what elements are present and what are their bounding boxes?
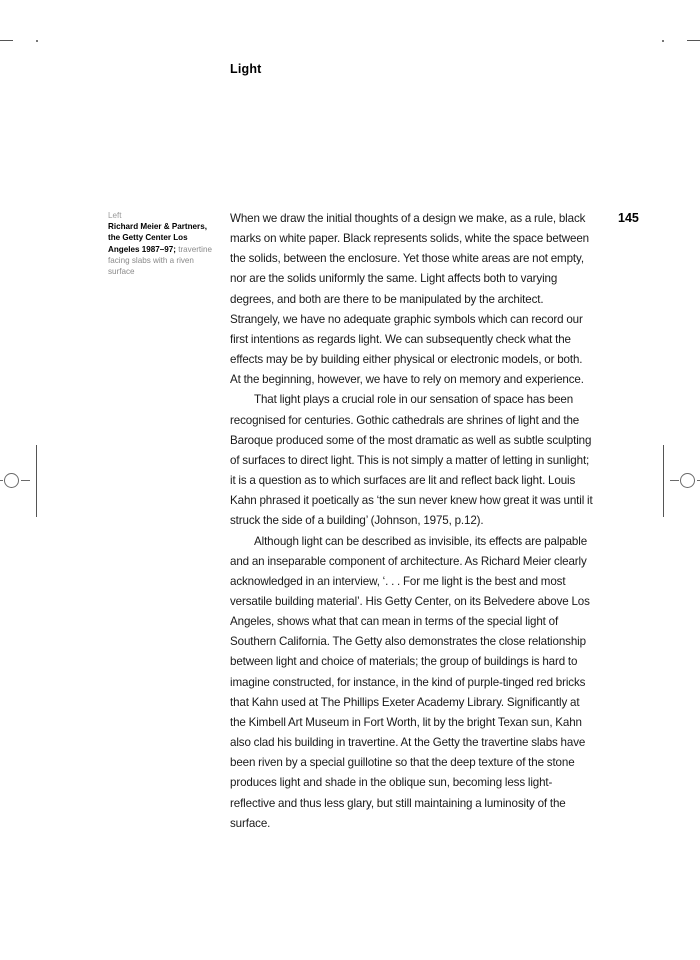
crop-tick-top-left: [36, 40, 38, 42]
body-paragraph: That light plays a crucial role in our sensation of space has been recognised for centuries. Gothic cathedrals are shrines of light and the Baroque produced some of the most dramatic as well as subtle sculpting of surfaces to direct light. This is not simply a matter of letting in sunlight; it is a question as to which surfaces are lit and reflect back light. Louis Kahn phrased it poetically as ‘the sun never knew how great it was until it struck the side of a building’ (Johnson, 1975, p.12).: [230, 393, 593, 528]
registration-bar-left-icon: [670, 480, 679, 481]
caption-description: travertine facing slabs with a riven surface: [108, 244, 212, 277]
figure-caption: [108, 210, 220, 277]
registration-ring-icon: [4, 473, 19, 488]
crop-tick-top-right: [662, 40, 664, 42]
body-paragraph: Although light can be described as invisible, its effects are palpable and an inseparable component of architecture. As Richard Meier clearly acknowledged in an interview, ‘. . . For me light is the best and most versatile building material’. His Getty Center, on its Belvedere above Los Angeles, shows what that can mean in terms of the special light of Southern California. The Getty also demonstrates the close relationship between light and choice of materials; the group of buildings is hard to imagine constructed, for instance, in the kind of purple-tinged red bricks that Kahn used at The Phillips Exeter Academy Library. Significantly at the Kimbell Art Museum in Fort Worth, lit by the bright Texan sun, Kahn also clad his building in travertine. At the Getty the travertine slabs have been riven by a special guillotine so that the deep texture of the stone produces light and shade in the oblique sun, becoming less light-reflective and thus less glary, but still maintaining a luminosity of the surface.: [230, 534, 590, 830]
crop-mark-top-left: [0, 40, 13, 41]
section-title: Light: [230, 62, 262, 76]
body-paragraph: When we draw the initial thoughts of a design we make, as a rule, black marks on white paper. Black represents solids, white the space between the solids, between the enclosure. Yet those white areas are not empty, nor are the solids uniformly the same. Light affects both to varying degrees, and both are there to be manipulated by the architect. Strangely, we have no adequate graphic symbols which can record our first intentions as regards light. We can subsequently check what the effects may be by building either physical or electronic models, or both. At the beginning, however, we have to rely on memory and experience.: [230, 212, 590, 387]
body-text-column: [230, 209, 595, 834]
registration-bar-right-icon: [21, 480, 30, 481]
registration-mark-right: [678, 471, 698, 491]
caption-credit: Richard Meier & Partners, the Getty Center Los Angeles: [108, 222, 207, 254]
crop-mark-top-right: [687, 40, 700, 41]
registration-bar-left-icon: [0, 480, 3, 481]
caption-position-label: Left: [108, 211, 122, 220]
page-number: 145: [618, 211, 639, 225]
caption-years: 1987–97;: [141, 244, 176, 254]
registration-mark-left: [2, 471, 22, 491]
fold-guide-right: [663, 445, 664, 517]
registration-ring-icon: [680, 473, 695, 488]
fold-guide-left: [36, 445, 37, 517]
